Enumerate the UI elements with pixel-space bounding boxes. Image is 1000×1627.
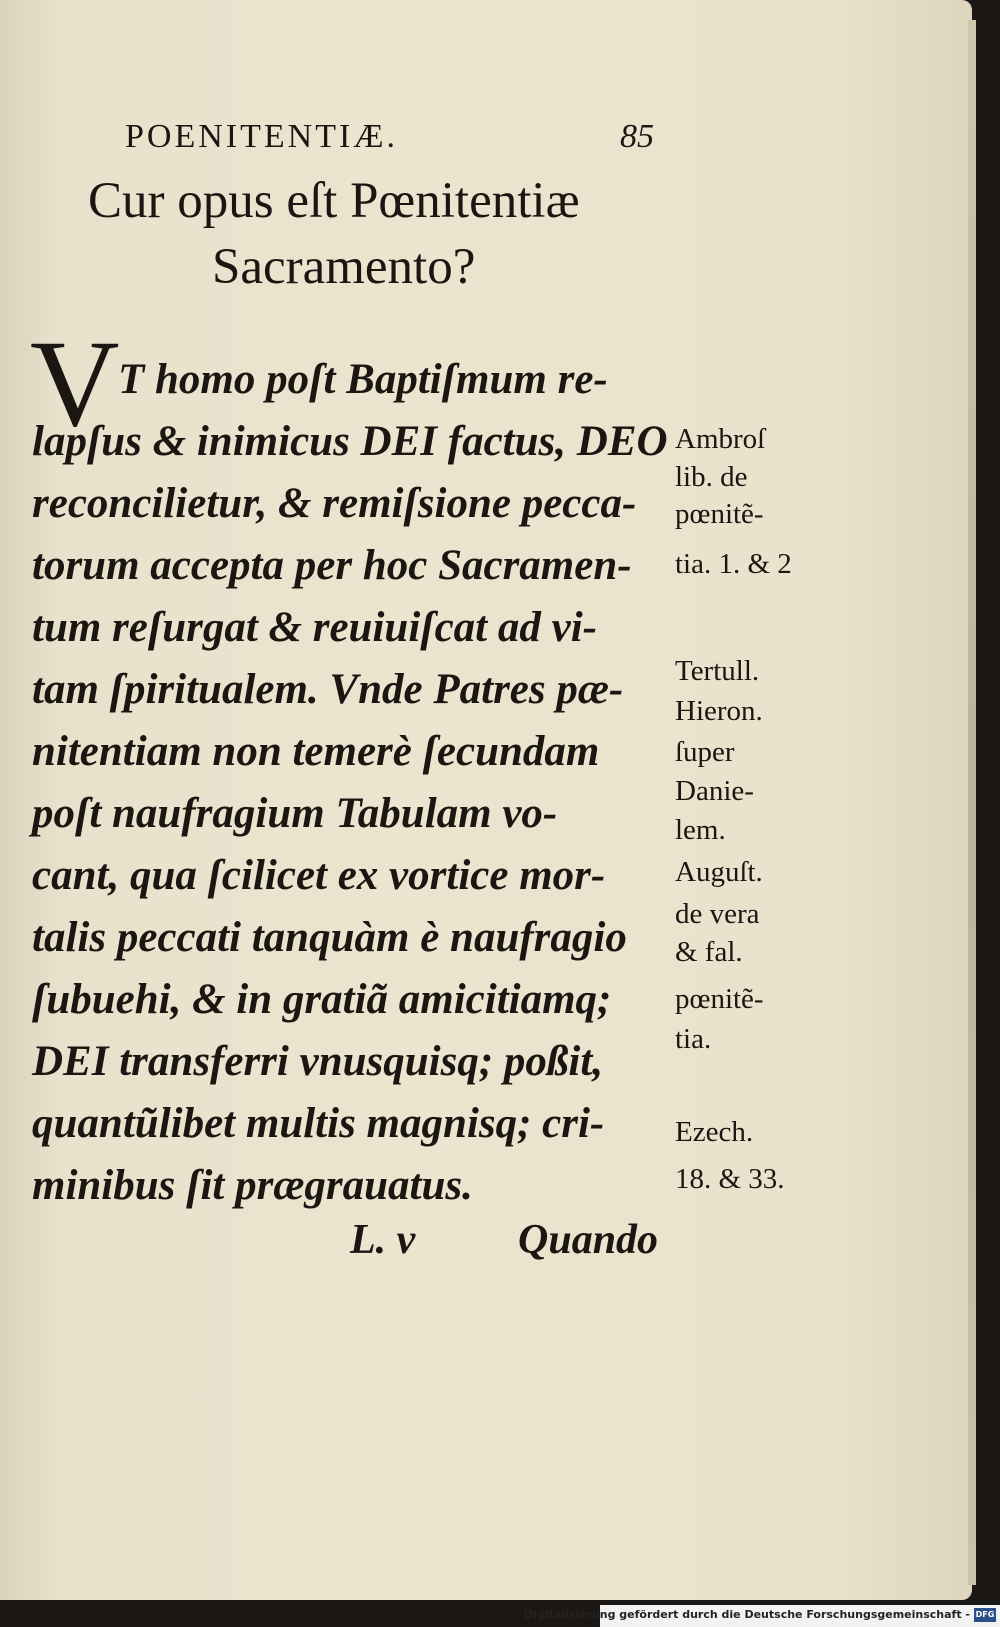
margin-note: Hieron. [675, 695, 763, 727]
margin-note: tia. 1. & 2 [675, 548, 792, 580]
section-heading-continued: Sacramento? [212, 239, 476, 295]
body-line: minibus ſit prægrauatus. [32, 1162, 473, 1209]
running-head: POENITENTIÆ. [125, 118, 399, 155]
drop-initial: V [30, 315, 120, 452]
section-heading: Cur opus eſt Pœnitentiæ [88, 173, 580, 229]
margin-note: de vera [675, 898, 760, 930]
body-line: torum accepta per hoc Sacramen- [32, 542, 632, 589]
margin-note: Danie- [675, 775, 754, 807]
body-line: poſt naufragium Tabulam vo- [32, 790, 558, 837]
body-line: ſubuehi, & in gratiã amicitiamq; [32, 976, 612, 1023]
margin-note: Auguſt. [675, 856, 763, 888]
page-edge [968, 20, 976, 1585]
body-line: talis peccati tanquàm è naufragio [32, 914, 627, 961]
digitization-credit: Digitalisierung gefördert durch die Deutsche Forschungsgemeinschaft - [523, 1608, 970, 1621]
dfg-logo: DFG [974, 1608, 996, 1622]
margin-note: & fal. [675, 936, 743, 968]
margin-note: lem. [675, 814, 726, 846]
margin-note: pœnitẽ- [675, 498, 764, 530]
margin-note: Ezech. [675, 1116, 754, 1148]
body-line: DEI transferri vnusquisq; poßit, [32, 1038, 604, 1085]
body-line: cant, qua ſcilicet ex vortice mor- [32, 852, 606, 899]
body-line: tam ſpiritualem. Vnde Patres pæ- [32, 666, 624, 713]
margin-note: Tertull. [675, 655, 760, 687]
body-line: tum reſurgat & reuiuiſcat ad vi- [32, 604, 597, 651]
body-line: nitentiam non temerè ſecundam [32, 728, 600, 775]
catchword: Quando [518, 1217, 659, 1263]
margin-note: 18. & 33. [675, 1163, 785, 1195]
margin-note: tia. [675, 1023, 712, 1055]
margin-note: Ambroſ [675, 423, 766, 455]
margin-note: pœnitẽ- [675, 983, 764, 1015]
margin-note: ſuper [675, 736, 735, 768]
body-line: quantũlibet multis magnisq; cri- [32, 1100, 605, 1147]
signature-mark: L. v [350, 1217, 416, 1263]
body-line: reconcilietur, & remiſsione pecca- [32, 480, 637, 527]
body-line: T homo poſt Baptiſmum re- [118, 356, 608, 403]
margin-note: lib. de [675, 461, 748, 493]
page-number: 85 [620, 118, 654, 155]
body-line: lapſus & inimicus DEI factus, DEO [32, 418, 668, 465]
